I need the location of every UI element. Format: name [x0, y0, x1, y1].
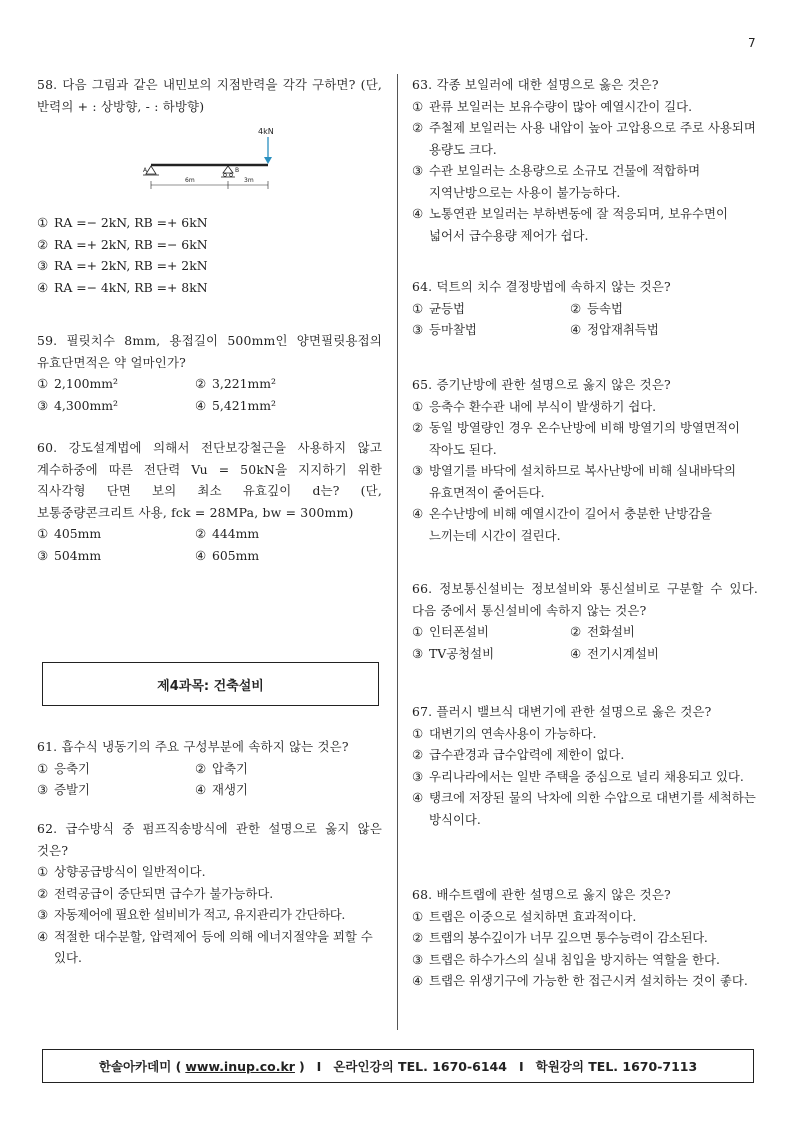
option-1[interactable]: ① 트랩은 이중으로 설치하면 효과적이다.	[412, 908, 637, 924]
option-1[interactable]: ① 응축기	[37, 760, 90, 776]
option-2[interactable]: ② RA =+ 2kN, RB =− 6kN	[37, 236, 208, 252]
option-3[interactable]: ③ 자동제어에 필요한 설비비가 적고, 유지관리가 간단하다.	[37, 907, 345, 922]
options	[37, 373, 382, 416]
option-4[interactable]: ④ 트랩은 위생기구에 가능한 한 접근시켜 설치하는 것이 좋다.	[412, 973, 748, 988]
option-3[interactable]: ③ RA =+ 2kN, RB =+ 2kN	[37, 258, 208, 273]
option-2[interactable]: ② 전화설비	[570, 624, 635, 639]
option-1[interactable]: ① 2,100mm²	[37, 376, 118, 391]
footer-banner: 한솔아카데미 ( www.inup.co.kr ) I 온라인강의 TEL. 1670-6144 I 학원강의 TEL. 1670-7113	[42, 1049, 754, 1083]
question-63	[412, 74, 758, 246]
section-title-box: 제4과목: 건축설비	[42, 662, 379, 706]
online-lecture-phone: 온라인강의 TEL. 1670-6144	[333, 1059, 507, 1074]
option-2[interactable]: ② 등속법	[570, 300, 623, 316]
question-text: 68. 배수트랩에 관한 설명으로 옳지 않은 것은?	[412, 887, 671, 902]
separator: I	[316, 1058, 322, 1074]
question-text: 63. 각종 보일러에 대한 설명으로 옳은 것은?	[412, 77, 659, 92]
option-4[interactable]: ④ 노통연관 보일러는 부하변동에 잘 적응되며, 보유수면이 넓어서 급수용량 제어가 쉽다.	[412, 206, 728, 243]
academy-url-link[interactable]: www.inup.co.kr	[185, 1058, 295, 1074]
option-2[interactable]: ② 3,221mm²	[195, 376, 276, 391]
option-3[interactable]: ③ 우리나라에서는 일반 주택을 중심으로 널리 채용되고 있다.	[412, 768, 744, 784]
options	[37, 523, 382, 566]
question-text: 66. 정보통신설비는 정보설비와 통신설비로 구분할 수 있다. 다음 중에서 통신설비에 속하지 않는 것은?	[412, 581, 758, 618]
question-text: 60. 강도설계법에 의해서 전단보강철근을 사용하지 않고 계수하중에 따른 전단력 Vu = 50kN을 지지하기 위한 직사각형 단면 보의 최소 유효깊이 d는? (단, 보통중량콘크리트 사용, fck = 28MPa, bw = 300mm)	[37, 440, 382, 520]
option-1[interactable]: ① 균등법	[412, 300, 465, 316]
question-62	[37, 818, 382, 969]
question-text: 61. 흡수식 냉동기의 주요 구성부분에 속하지 않는 것은?	[37, 739, 349, 754]
option-3[interactable]: ③ 증발기	[37, 782, 90, 797]
option-1[interactable]: ① 관류 보일러는 보유수량이 많아 예열시간이 길다.	[412, 98, 693, 114]
option-3[interactable]: ③ 504mm	[37, 547, 102, 563]
question-66	[412, 578, 758, 664]
question-text: 65. 증기난방에 관한 설명으로 옳지 않은 것은?	[412, 377, 671, 392]
option-4[interactable]: ④ 전기시계설비	[570, 645, 659, 661]
option-3[interactable]: ③ 방열기를 바닥에 설치하므로 복사난방에 비해 실내바닥의 유효면적이 줄어든다.	[412, 463, 736, 500]
question-58	[37, 74, 382, 295]
question-61	[37, 736, 382, 801]
question-67	[412, 701, 758, 830]
question-60	[37, 437, 382, 566]
option-2[interactable]: ② 주철제 보일러는 사용 내압이 높아 고압용으로 주로 사용되며 용량도 크다.	[412, 120, 756, 157]
option-2[interactable]: ② 트랩의 봉수깊이가 너무 깊으면 통수능력이 감소된다.	[412, 930, 708, 945]
options	[412, 298, 758, 341]
option-4[interactable]: ④ 5,421mm²	[195, 397, 276, 413]
option-2[interactable]: ② 급수관경과 급수압력에 제한이 없다.	[412, 747, 625, 762]
option-4[interactable]: ④ RA =− 4kN, RB =+ 8kN	[37, 279, 208, 295]
option-2[interactable]: ② 동일 방열량인 경우 온수난방에 비해 방열기의 방열면적이 작아도 된다.	[412, 420, 740, 457]
support-b-label: B	[235, 167, 240, 174]
option-4[interactable]: ④ 탱크에 저장된 물의 낙차에 의한 수압으로 대변기를 세척하는 방식이다.	[412, 790, 756, 827]
question-text: 59. 필릿치수 8mm, 용접길이 500mm인 양면필릿용접의 유효단면적은 약 얼마인가?	[37, 333, 382, 370]
support-a-label: A	[143, 167, 148, 174]
academy-name: 한솔아카데미	[98, 1059, 172, 1074]
question-68	[412, 884, 758, 992]
option-2[interactable]: ② 444mm	[195, 526, 260, 541]
support-a-pin	[146, 166, 156, 174]
span-ab-label: 6m	[185, 177, 195, 184]
option-1[interactable]: ① 응축수 환수관 내에 부식이 발생하기 쉽다.	[412, 398, 657, 414]
option-4[interactable]: ④ 정압재취득법	[570, 322, 659, 337]
option-4[interactable]: ④ 재생기	[195, 782, 248, 797]
question-64	[412, 276, 758, 341]
option-1[interactable]: ① 상향공급방식이 일반적이다.	[37, 864, 206, 879]
option-4[interactable]: ④ 605mm	[195, 547, 260, 563]
option-4[interactable]: ④ 온수난방에 비해 예열시간이 길어서 충분한 난방감을 느끼는데 시간이 걸린다.	[412, 506, 713, 543]
option-3[interactable]: ③ TV공청설비	[412, 645, 495, 661]
option-3[interactable]: ③ 트랩은 하수가스의 실내 침입을 방지하는 역할을 한다.	[412, 951, 720, 967]
column-divider	[397, 74, 398, 1030]
question-59	[37, 330, 382, 416]
option-2[interactable]: ② 압축기	[195, 760, 248, 776]
option-4[interactable]: ④ 적절한 대수분할, 압력제어 등에 의해 에너지절약을 꾀할 수 있다.	[37, 928, 373, 965]
page-number: 7	[748, 36, 756, 50]
question-text: 67. 플러시 밸브식 대변기에 관한 설명으로 옳은 것은?	[412, 704, 712, 719]
option-1[interactable]: ① 405mm	[37, 526, 102, 541]
separator: I	[518, 1058, 524, 1074]
option-1[interactable]: ① 대변기의 연속사용이 가능하다.	[412, 725, 597, 741]
load-arrow-head	[264, 157, 272, 164]
option-1[interactable]: ① 인터폰설비	[412, 624, 489, 639]
question-65	[412, 374, 758, 546]
load-label: 4kN	[258, 127, 274, 136]
options	[412, 621, 758, 664]
support-b-roller	[223, 166, 233, 173]
options	[37, 758, 382, 801]
question-text: 62. 급수방식 중 펌프직송방식에 관한 설명으로 옳지 않은 것은?	[37, 821, 382, 858]
options	[37, 212, 382, 298]
option-1[interactable]: ① RA =− 2kN, RB =+ 6kN	[37, 215, 208, 230]
option-3[interactable]: ③ 수관 보일러는 소용량으로 소규모 건물에 적합하며 지역난방으로는 사용이 불가능하다.	[412, 163, 701, 200]
option-2[interactable]: ② 전력공급이 중단되면 급수가 불가능하다.	[37, 885, 274, 901]
option-3[interactable]: ③ 등마찰법	[412, 322, 477, 337]
option-3[interactable]: ③ 4,300mm²	[37, 397, 118, 413]
question-text: 58. 다음 그림과 같은 내민보의 지점반력을 각각 구하면? (단, 반력의 + : 상방향, - : 하방향)	[37, 77, 382, 114]
span-bc-label: 3m	[244, 177, 254, 184]
question-text: 64. 덕트의 치수 결정방법에 속하지 않는 것은?	[412, 279, 671, 294]
overhang-beam-diagram	[137, 121, 317, 201]
offline-lecture-phone: 학원강의 TEL. 1670-7113	[535, 1059, 698, 1074]
